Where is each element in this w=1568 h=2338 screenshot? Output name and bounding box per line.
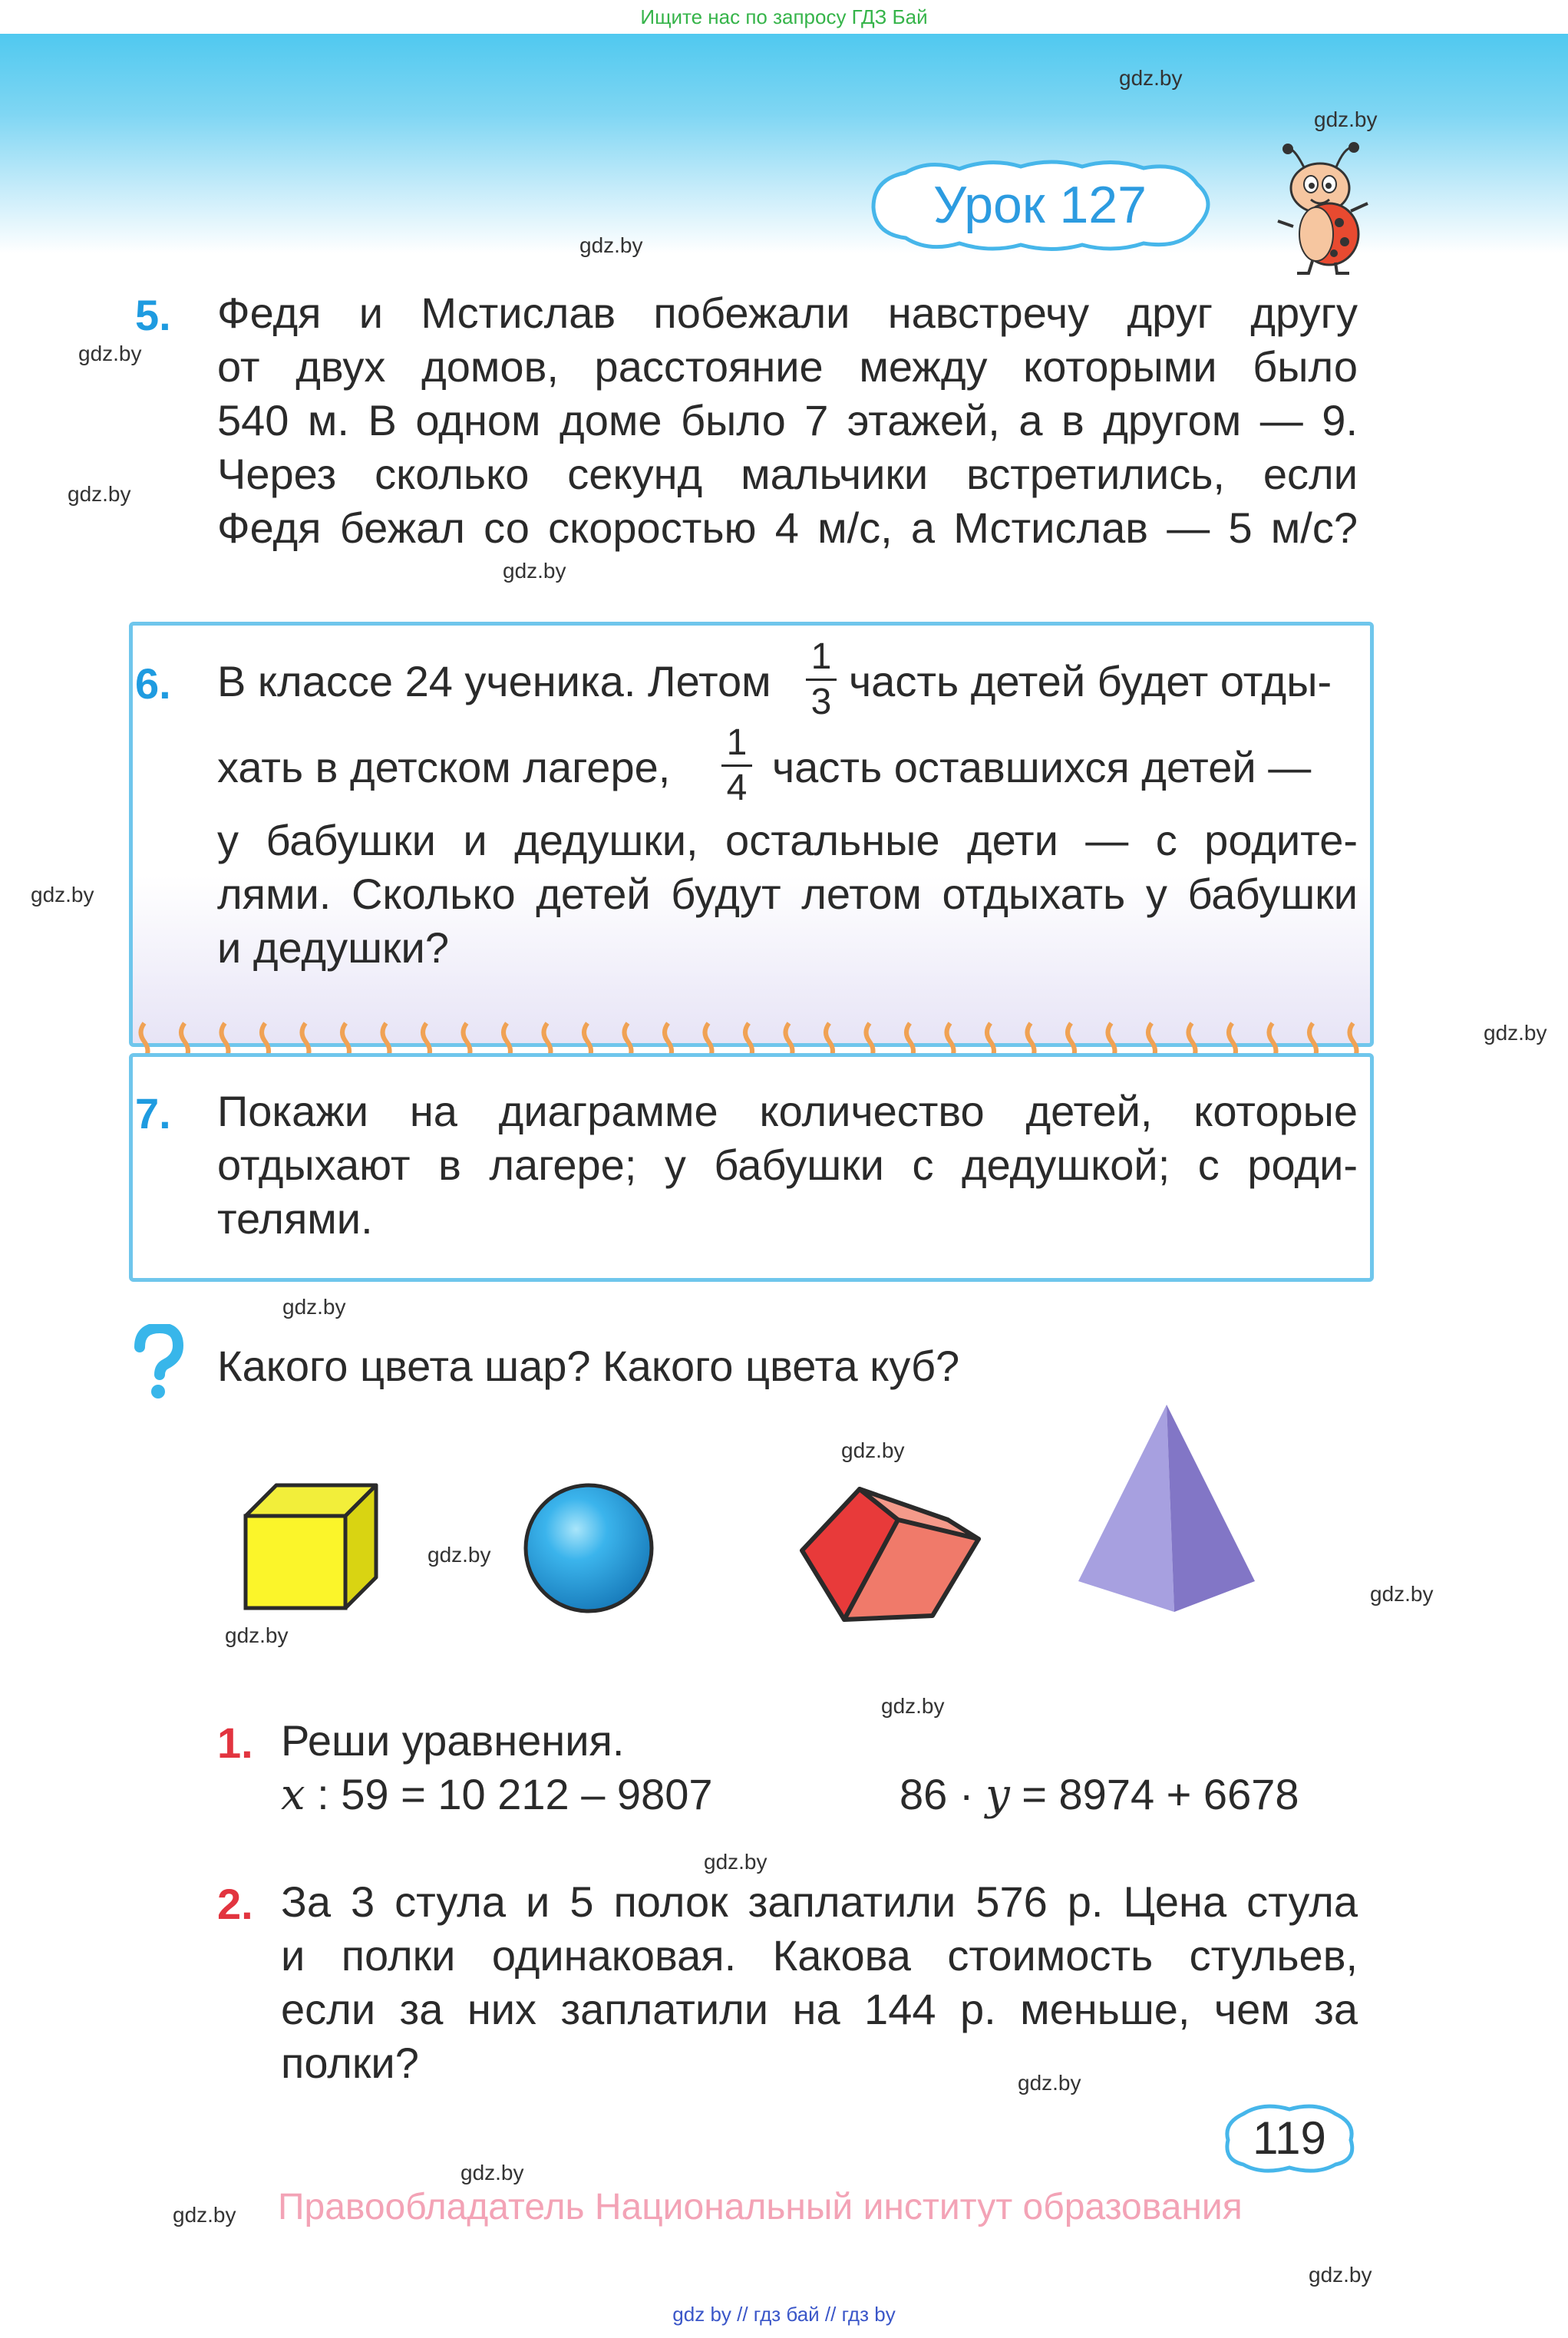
equation-1 bbox=[281, 1769, 713, 1820]
watermark: gdz.by bbox=[1119, 66, 1183, 90]
watermark: gdz.by bbox=[881, 1694, 945, 1718]
task-2-number: 2. bbox=[217, 1880, 253, 1928]
task-7-text bbox=[217, 1085, 1358, 1246]
question-text: Какого цвета шар? Какого цвета куб? bbox=[217, 1342, 960, 1390]
watermark: gdz.by bbox=[225, 1623, 289, 1647]
task-5-line: Федя и Мстислав побежали навстречу друг другу bbox=[217, 289, 1358, 337]
watermark: gdz.by bbox=[31, 883, 94, 906]
ladybug-mascot-icon bbox=[1274, 138, 1374, 276]
fraction-bar bbox=[721, 764, 752, 767]
bottom-links[interactable]: gdz by // гдз бай // гдз by bbox=[672, 2303, 896, 2326]
task-7-line: телями. bbox=[217, 1194, 373, 1243]
task-1-title: Реши уравнения. bbox=[281, 1716, 625, 1765]
task-6-line2-end: часть оставшихся детей — bbox=[772, 743, 1312, 791]
watermark: gdz.by bbox=[579, 233, 643, 257]
watermark: gdz.by bbox=[427, 1543, 491, 1567]
task-2-line: За 3 стула и 5 полок заплатили 576 р. Цена стула bbox=[281, 1877, 1358, 1926]
task-6-line1-end: часть детей будет отды- bbox=[849, 657, 1332, 705]
task-2-line: и полки одинаковая. Какова стоимость стульев, bbox=[281, 1931, 1358, 1980]
task-6-number: 6. bbox=[135, 659, 171, 708]
watermark: gdz.by bbox=[841, 1438, 905, 1462]
watermark: gdz.by bbox=[1314, 107, 1378, 131]
task-7-number: 7. bbox=[135, 1089, 171, 1138]
fraction-denominator: 3 bbox=[810, 682, 832, 722]
task-5-text bbox=[217, 286, 1358, 555]
fraction-one-third bbox=[806, 637, 837, 722]
task-6-line2-start: хать в детском лагере, bbox=[217, 743, 671, 791]
watermark: gdz.by bbox=[68, 482, 131, 506]
task-1-number: 1. bbox=[217, 1719, 253, 1767]
question-mark-icon bbox=[130, 1324, 184, 1401]
task-7-line: отдыхают в лагере; у бабушки с дедушкой; с роди- bbox=[217, 1141, 1358, 1189]
watermark: gdz.by bbox=[1370, 1582, 1434, 1606]
variable-y: y bbox=[985, 1770, 1010, 1820]
task-6-line: у бабушки и дедушки, остальные дети — с родите- bbox=[217, 816, 1358, 864]
task-2-text bbox=[281, 1875, 1358, 2090]
page-number: 119 bbox=[1253, 2112, 1326, 2164]
fraction-numerator: 1 bbox=[810, 636, 832, 677]
blue-ball-icon bbox=[522, 1481, 656, 1616]
task-6-line: и дедушки? bbox=[217, 923, 449, 972]
equation-2-start: 86 · bbox=[900, 1770, 986, 1818]
task-5-line: от двух домов, расстояние между которыми было bbox=[217, 342, 1358, 391]
task-2-line: полки? bbox=[281, 2039, 419, 2087]
watermark: gdz.by bbox=[173, 2203, 236, 2227]
yellow-cube-icon bbox=[242, 1481, 380, 1612]
task-6-line: лями. Сколько детей будут летом отдыхать у бабушки bbox=[217, 870, 1358, 918]
watermark: gdz.by bbox=[1484, 1021, 1547, 1045]
red-cube-icon bbox=[798, 1481, 986, 1623]
rights-holder-note: Правообладатель Национальный институт образования bbox=[278, 2187, 1243, 2227]
lesson-title: Урок 127 bbox=[933, 176, 1147, 234]
task-6-line1-start: В классе 24 ученика. Летом bbox=[217, 657, 771, 705]
task-5-line: Через сколько секунд мальчики встретились, если bbox=[217, 450, 1358, 498]
equation-1-body: : 59 = 10 212 – 9807 bbox=[305, 1770, 713, 1818]
task-6-text-rest bbox=[217, 814, 1358, 975]
watermark: gdz.by bbox=[1018, 2071, 1081, 2095]
fraction-numerator: 1 bbox=[726, 722, 748, 763]
task-5-line: 540 м. В одном доме было 7 этажей, а в другом — 9. bbox=[217, 396, 1358, 444]
task-5-number: 5. bbox=[135, 291, 171, 339]
fraction-denominator: 4 bbox=[726, 768, 748, 808]
task-5-line: Федя бежал со скоростью 4 м/с, а Мстислав — 5 м/с? bbox=[217, 504, 1358, 552]
equation-2-body: = 8974 + 6678 bbox=[1009, 1770, 1299, 1818]
watermark: gdz.by bbox=[503, 559, 566, 583]
variable-x: x bbox=[281, 1770, 305, 1820]
watermark: gdz.by bbox=[78, 342, 142, 365]
watermark: gdz.by bbox=[704, 1850, 767, 1874]
purple-pyramid-icon bbox=[1074, 1401, 1259, 1616]
watermark: gdz.by bbox=[1309, 2263, 1372, 2287]
task-7-line: Покажи на диаграмме количество детей, которые bbox=[217, 1087, 1358, 1135]
top-search-banner[interactable]: Ищите нас по запросу ГДЗ Бай bbox=[0, 0, 1568, 34]
task-2-line: если за них заплатили на 144 р. меньше, чем за bbox=[281, 1985, 1358, 2033]
fraction-bar bbox=[806, 679, 837, 681]
watermark: gdz.by bbox=[460, 2161, 524, 2184]
watermark: gdz.by bbox=[282, 1295, 346, 1319]
equation-2 bbox=[900, 1769, 1299, 1820]
fraction-one-fourth bbox=[721, 723, 752, 808]
